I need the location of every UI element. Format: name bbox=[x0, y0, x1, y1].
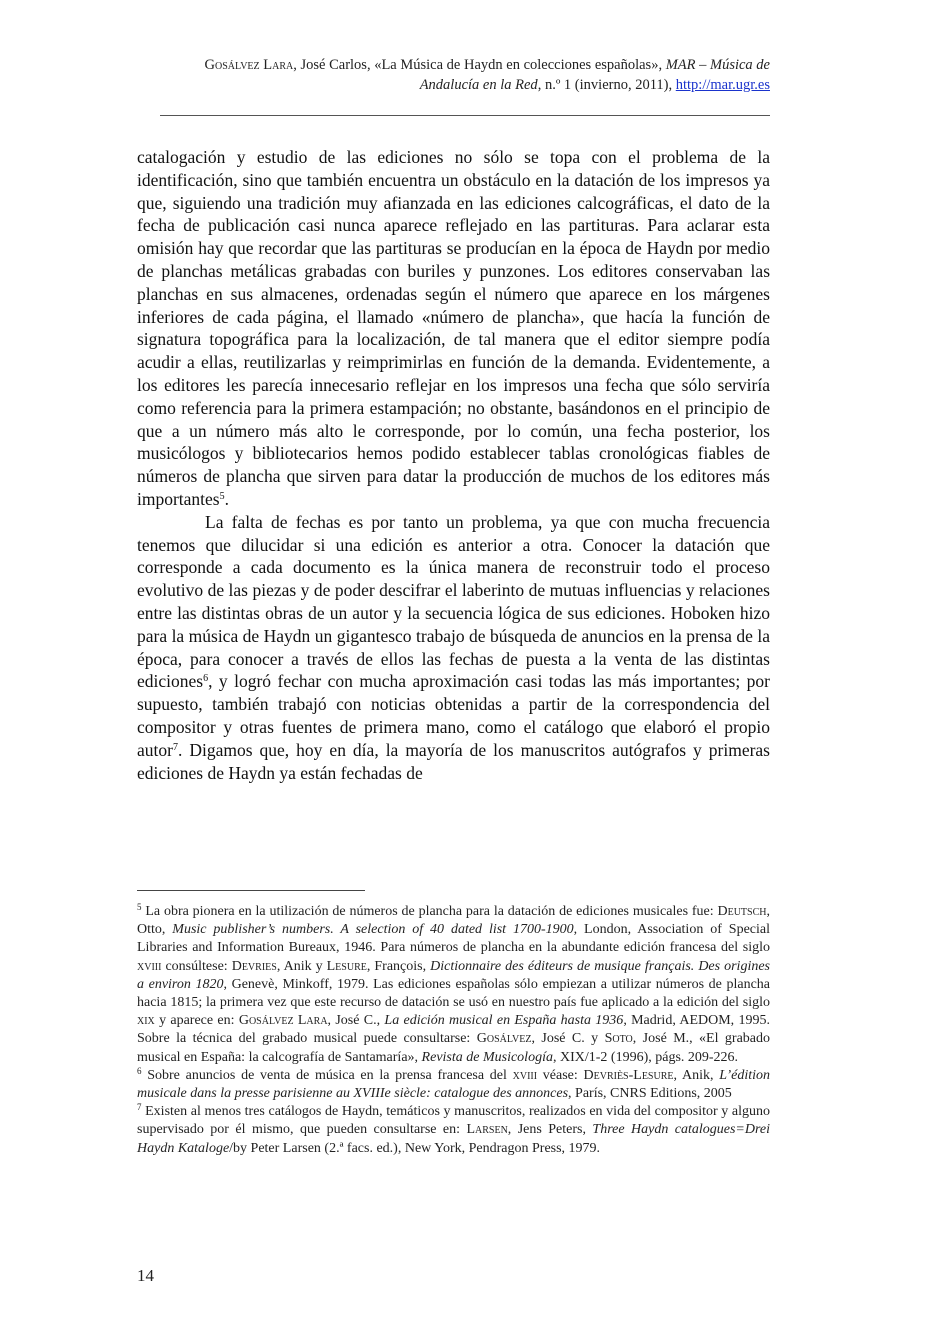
header-url-link[interactable]: http://mar.ugr.es bbox=[675, 77, 770, 93]
footnote-text: , XIX/1-2 (1996), págs. 209-226. bbox=[552, 1049, 739, 1065]
century-numeral: xviii bbox=[137, 958, 162, 974]
footnote-text: Existen al menos tres catálogos de Haydn, temáticos y manuscritos, realizados en vida del compositor y alguno supervisado por él mismo, que pueden consultarse en: bbox=[137, 1104, 770, 1138]
author-name: Gosálvez bbox=[476, 1031, 532, 1047]
footnote-ref-6[interactable]: 6 bbox=[203, 673, 209, 685]
paragraph-2-text-a: La falta de fechas es por tanto un problema, ya que con mucha frecuencia tenemos que dilucidar si una edición es anterior a otra. Conocer la datación que corresponde a cada documento es la única manera de reconstruir todo el proceso evolutivo de las piezas y de poder descifrar el laberinto de mutuas influencias y relaciones entre las distintas obras de un autor y la secuencia lógica de sus ediciones. Hoboken hizo para la música de Haydn un gigantesco trabajo de búsqueda de anuncios en la prensa de la época, para conocer a través de ellos las fechas de puesta a la venta de las distintas ediciones bbox=[137, 511, 770, 692]
footnote-ref-7[interactable]: 7 bbox=[172, 741, 178, 753]
footnote-text: /by Peter Larsen (2.ª facs. ed.), New York, Pendragon Press, 1979. bbox=[229, 1140, 601, 1156]
footnote-5 bbox=[137, 903, 770, 1067]
paragraph-1-end: . bbox=[224, 488, 229, 509]
footnote-ref-5[interactable]: 5 bbox=[219, 490, 225, 502]
footnote-text: Sobre anuncios de venta de música en la prensa francesa del bbox=[141, 1067, 513, 1083]
main-text bbox=[137, 146, 770, 784]
footnotes bbox=[137, 903, 770, 1158]
footnote-7-number: 7 bbox=[137, 1102, 142, 1113]
footnote-text: , París, CNRS Editions, 2005 bbox=[568, 1086, 732, 1102]
footnote-divider bbox=[137, 890, 365, 891]
author-name: Lesure bbox=[326, 958, 367, 974]
footnote-text: , Otto, bbox=[137, 904, 770, 938]
author-name: Gosálvez Lara bbox=[238, 1013, 328, 1029]
footnote-text: consúltese: bbox=[161, 958, 232, 974]
header-author-rest: , José Carlos, «La Música de Haydn en colecciones españolas», bbox=[293, 57, 666, 73]
author-name: Devriès-Lesure bbox=[583, 1067, 674, 1083]
footnote-text: , José C. y bbox=[531, 1031, 605, 1047]
header-divider bbox=[160, 115, 770, 116]
author-name: Deutsch bbox=[717, 904, 767, 919]
author-name: Devries bbox=[231, 958, 277, 974]
journal-title: Revista de Musicología bbox=[421, 1049, 553, 1065]
author-name: Soto bbox=[604, 1031, 633, 1047]
footnote-text: , Genevè, Minkoff, 1979. Las ediciones españolas sólo empiezan a utilizar números de plancha hacia 1815; la primera vez que este recurso de datación se usó en nuestro país fue aplicado a la edición del siglo bbox=[137, 976, 770, 1011]
book-title: L’édition musicale dans la presse parisienne au XVIIIe siècle: catalogue des annonces bbox=[137, 1067, 770, 1102]
footnote-text: , London, Association of Special Libraries and Information Bureaux, 1946. Para números de plancha en la abundante edición francesa del siglo bbox=[137, 922, 770, 956]
footnote-text: , François, bbox=[366, 958, 431, 974]
footnote-text: , José M., «El grabado musical en España: la calcografía de Santamaría», bbox=[137, 1031, 771, 1065]
century-numeral: xviii bbox=[512, 1067, 538, 1083]
book-title: Music publisher’s numbers. A selection of 40 dated list 1700-1900 bbox=[172, 922, 574, 938]
footnote-text: , Anik, bbox=[673, 1067, 720, 1083]
book-title: Three Haydn catalogues=Drei Haydn Kataloge bbox=[137, 1122, 770, 1156]
footnote-text: , José C., bbox=[327, 1013, 385, 1029]
footnote-text: véase: bbox=[537, 1067, 584, 1083]
footnote-text: , Anik y bbox=[276, 958, 327, 974]
paragraph-2 bbox=[137, 511, 770, 785]
header-issue: , n.º 1 (invierno, 2011), bbox=[537, 77, 676, 93]
book-title: La edición musical en España hasta 1936 bbox=[384, 1013, 624, 1029]
author-name: Larsen bbox=[466, 1122, 508, 1138]
footnote-text: y aparece en: bbox=[154, 1013, 239, 1029]
footnote-text: La obra pionera en la utilización de números de plancha para la datación de ediciones musicales fue: bbox=[141, 904, 718, 919]
book-title: Dictionnaire des éditeurs de musique français. Des origines a environ 1820 bbox=[137, 958, 771, 992]
century-numeral: xix bbox=[137, 1013, 155, 1029]
page-number: 14 bbox=[137, 1266, 154, 1285]
footnote-7 bbox=[137, 1103, 770, 1158]
paragraph-1 bbox=[137, 146, 770, 511]
footnote-5-number: 5 bbox=[137, 902, 142, 912]
footnote-6-number: 6 bbox=[137, 1065, 142, 1076]
footnote-text: , Jens Peters, bbox=[507, 1122, 593, 1138]
paragraph-1-text: catalogación y estudio de las ediciones no sólo se topa con el problema de la identificación, sino que también encuentra un obstáculo en la datación de los impresos ya que, siguiendo una tradición muy afianzada en las ediciones calcográficas, el dato de la fecha de publicación casi nunca aparece reflejado en las partituras. Para aclarar esta omisión hay que recordar que las partituras se producían en la época de Haydn por medio de planchas metálicas grabadas con buriles y punzones. Los editores conservaban las planchas en sus almacenes, ordenadas según el número que aparece en los márgenes inferiores de cada página, el llamado «número de plancha», que hacía la función de signatura topográfica para la localización, de tal manera que el editor siempre podía acudir a ellas, reutilizarlas y reimprimirlas en función de la demanda. Evidentemente, a los editores les parecía innecesario reflejar en los impresos una fecha que sólo serviría como referencia para la primera estampación; no obstante, basándonos en el principio de que a un número más alto le corresponde, por lo común, una fecha posterior, los musicólogos y bibliotecarios hemos podido establecer tablas cronológicas fiables de números de plancha que sirven para datar la producción de muchos de los editores más importantes bbox=[137, 147, 770, 509]
paragraph-2-text-b: , y logró fechar con mucha aproximación casi todas las más importantes; por supuesto, también trabajó con noticias obtenidas a partir de la correspondencia del compositor y otras fuentes de primera mano, como el catálogo que elaboró el propio autor bbox=[137, 671, 770, 760]
running-header bbox=[160, 55, 770, 95]
header-journal: MAR – Música de Andalucía en la Red bbox=[419, 57, 770, 93]
header-author: Gosálvez Lara bbox=[204, 57, 294, 73]
paragraph-2-text-c: . Digamos que, hoy en día, la mayoría de los manuscritos autógrafos y primeras ediciones de Haydn ya están fechadas de bbox=[137, 739, 770, 783]
footnote-text: , Madrid, AEDOM, 1995. Sobre la técnica del grabado musical puede consultarse: bbox=[137, 1013, 770, 1047]
footnote-6 bbox=[137, 1067, 770, 1103]
